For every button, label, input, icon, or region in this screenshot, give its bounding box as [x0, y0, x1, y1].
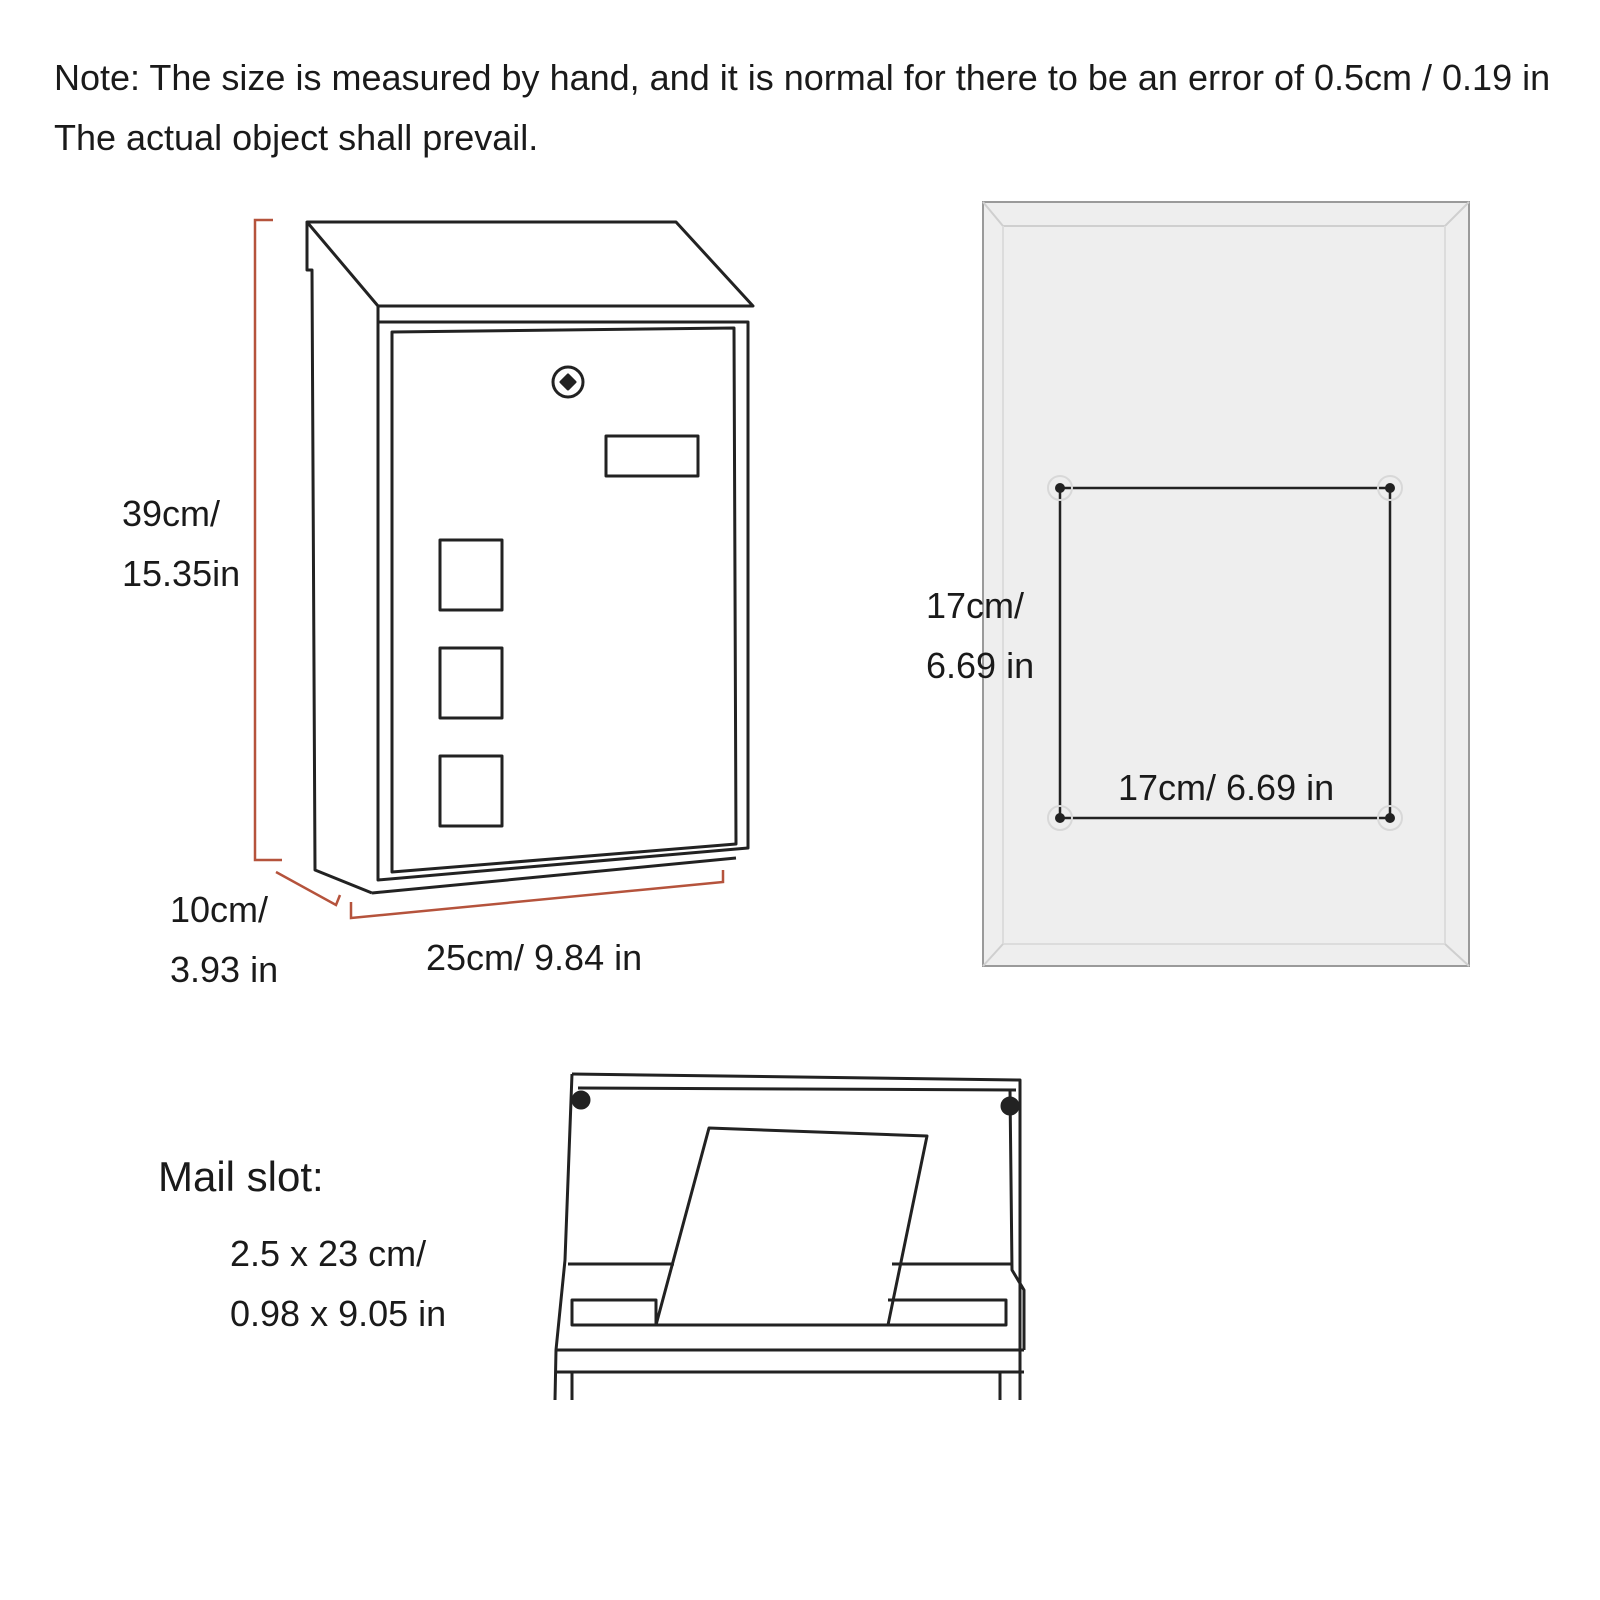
height-label-line-2: 15.35in: [122, 553, 241, 594]
height-dimension-line: [255, 220, 282, 860]
front-view-mailbox: [307, 222, 753, 893]
mail-slot-detail: [555, 1074, 1024, 1400]
name-plate-window: [606, 436, 698, 476]
mail-slot-size-line-1: 2.5 x 23 cm/: [230, 1233, 427, 1274]
back-view-panel: [983, 202, 1469, 966]
mail-slot-heading: Mail slot:: [158, 1153, 324, 1200]
lock-icon: [553, 367, 583, 397]
hole-vertical-label-line-2: 6.69 in: [926, 645, 1035, 686]
window-2: [440, 648, 502, 718]
hole-vertical-label-line-1: 17cm/: [926, 585, 1025, 626]
mailbox-side: [307, 222, 372, 893]
depth-label-line-2: 3.93 in: [170, 949, 279, 990]
dimension-lines: [255, 220, 723, 918]
depth-label-line-1: 10cm/: [170, 889, 269, 930]
window-1: [440, 540, 502, 610]
mailbox-door: [392, 328, 736, 872]
letter: [656, 1128, 927, 1325]
window-3: [440, 756, 502, 826]
note-line-2: The actual object shall prevail.: [54, 117, 539, 158]
height-label-line-1: 39cm/: [122, 493, 221, 534]
width-label: 25cm/ 9.84 in: [426, 937, 643, 978]
mailbox-front: [378, 322, 748, 880]
note-line-1: Note: The size is measured by hand, and it is normal for there to be an error of 0.5cm / 0.19 in: [54, 57, 1551, 98]
mail-slot-size-line-2: 0.98 x 9.05 in: [230, 1293, 447, 1334]
hole-horizontal-label: 17cm/ 6.69 in: [1118, 767, 1335, 808]
mailbox-lid: [307, 222, 753, 306]
